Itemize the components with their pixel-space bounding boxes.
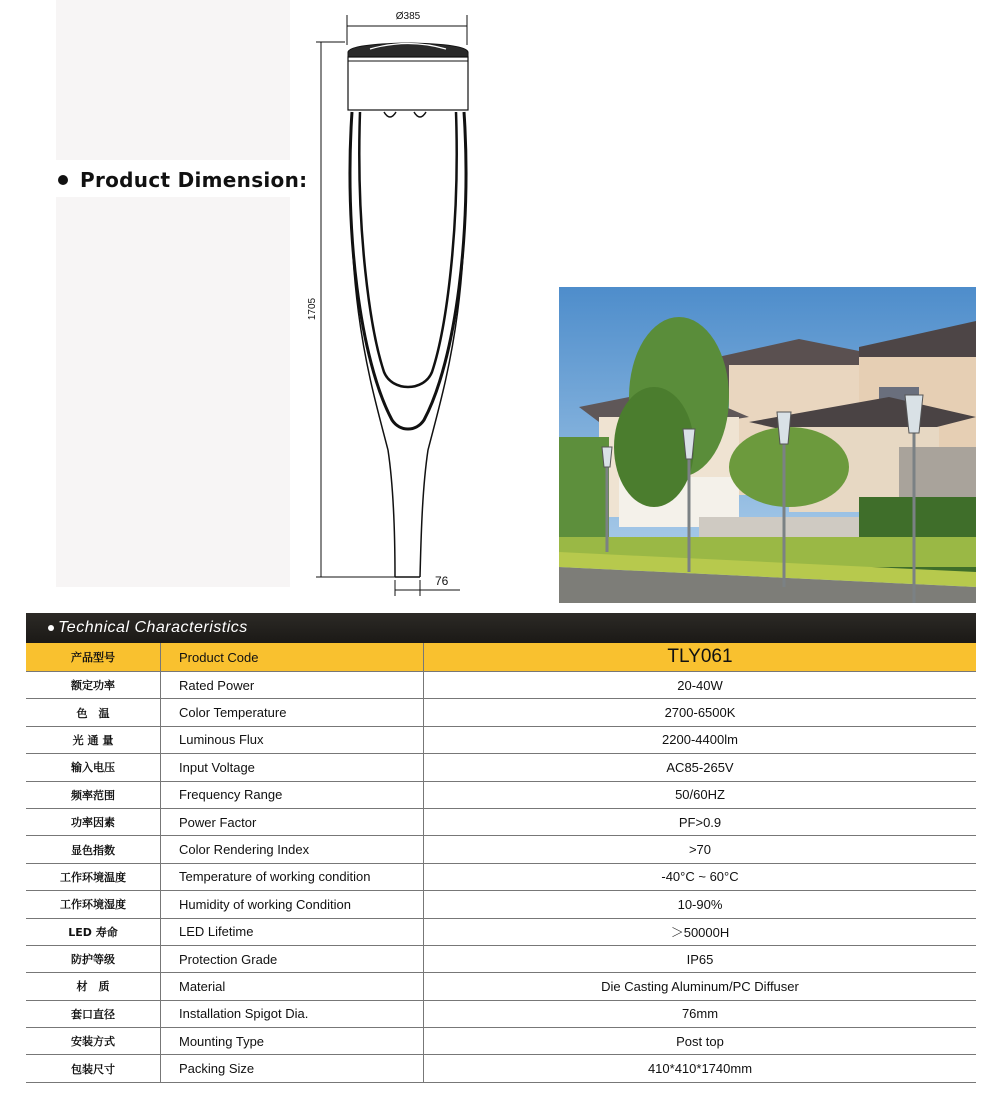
row-value: 2700-6500K bbox=[424, 699, 977, 726]
table-row bbox=[26, 836, 976, 863]
table-row bbox=[26, 781, 976, 808]
row-cn-label: 输入电压 bbox=[26, 754, 161, 781]
height-label: 1705 bbox=[307, 297, 318, 321]
row-value: 76mm bbox=[424, 1000, 977, 1027]
diameter-label: Ø385 bbox=[395, 11, 421, 22]
row-value: 2200-4400lm bbox=[424, 726, 977, 753]
row-value: -40°C ~ 60°C bbox=[424, 863, 977, 890]
row-cn-label: 功率因素 bbox=[26, 808, 161, 835]
heading-text: Product Dimension: bbox=[80, 168, 308, 192]
row-en-label: LED Lifetime bbox=[161, 918, 424, 945]
table-row bbox=[26, 672, 976, 699]
row-en-label: Packing Size bbox=[161, 1055, 424, 1082]
row-value: IP65 bbox=[424, 945, 977, 972]
row-en-label: Protection Grade bbox=[161, 945, 424, 972]
row-cn-label: 色 温 bbox=[26, 699, 161, 726]
row-cn-label: 安装方式 bbox=[26, 1028, 161, 1055]
table-row bbox=[26, 726, 976, 753]
street-scene-illustration bbox=[559, 287, 976, 603]
table-row bbox=[26, 863, 976, 890]
row-value: TLY061 bbox=[424, 643, 977, 672]
table-row bbox=[26, 1000, 976, 1027]
row-en-label: Material bbox=[161, 973, 424, 1000]
table-row bbox=[26, 643, 976, 672]
row-en-label: Product Code bbox=[161, 643, 424, 672]
lamp-outline bbox=[348, 43, 468, 577]
row-cn-label: 工作环境温度 bbox=[26, 863, 161, 890]
table-row bbox=[26, 918, 976, 945]
row-en-label: Humidity of working Condition bbox=[161, 891, 424, 918]
row-cn-label: 防护等级 bbox=[26, 945, 161, 972]
table-row bbox=[26, 945, 976, 972]
row-en-label: Installation Spigot Dia. bbox=[161, 1000, 424, 1027]
row-cn-label: 额定功率 bbox=[26, 672, 161, 699]
product-dimension-heading bbox=[52, 163, 312, 197]
row-en-label: Rated Power bbox=[161, 672, 424, 699]
table-row bbox=[26, 699, 976, 726]
row-en-label: Input Voltage bbox=[161, 754, 424, 781]
row-value: 50/60HZ bbox=[424, 781, 977, 808]
row-en-label: Mounting Type bbox=[161, 1028, 424, 1055]
table-row bbox=[26, 891, 976, 918]
table-row bbox=[26, 973, 976, 1000]
installation-photo bbox=[559, 287, 976, 603]
bullet-icon bbox=[48, 625, 54, 631]
row-value: AC85-265V bbox=[424, 754, 977, 781]
row-cn-label: 套口直径 bbox=[26, 1000, 161, 1027]
row-en-label: Frequency Range bbox=[161, 781, 424, 808]
table-row bbox=[26, 1055, 976, 1082]
row-en-label: Temperature of working condition bbox=[161, 863, 424, 890]
row-cn-label: 产品型号 bbox=[26, 643, 161, 672]
table-row bbox=[26, 754, 976, 781]
row-en-label: Power Factor bbox=[161, 808, 424, 835]
row-cn-label: 光 通 量 bbox=[26, 726, 161, 753]
row-cn-label: LED 寿命 bbox=[26, 918, 161, 945]
row-cn-label: 包装尺寸 bbox=[26, 1055, 161, 1082]
row-value: PF>0.9 bbox=[424, 808, 977, 835]
lamp-dimension-drawing bbox=[300, 0, 480, 600]
technical-characteristics-header bbox=[26, 613, 976, 643]
table-row bbox=[26, 1028, 976, 1055]
row-cn-label: 工作环境湿度 bbox=[26, 891, 161, 918]
row-cn-label: 显色指数 bbox=[26, 836, 161, 863]
row-value: 10-90% bbox=[424, 891, 977, 918]
row-en-label: Color Temperature bbox=[161, 699, 424, 726]
table-row bbox=[26, 808, 976, 835]
row-en-label: Color Rendering Index bbox=[161, 836, 424, 863]
row-cn-label: 材 质 bbox=[26, 973, 161, 1000]
technical-characteristics-title: Technical Characteristics bbox=[58, 619, 248, 636]
spigot-label: 76 bbox=[435, 574, 449, 588]
row-value: 410*410*1740mm bbox=[424, 1055, 977, 1082]
spec-table bbox=[26, 643, 976, 1083]
row-value: Post top bbox=[424, 1028, 977, 1055]
row-en-label: Luminous Flux bbox=[161, 726, 424, 753]
row-value: 20-40W bbox=[424, 672, 977, 699]
row-value: >70 bbox=[424, 836, 977, 863]
bullet-icon bbox=[58, 175, 68, 185]
left-background-panel-lower bbox=[56, 197, 290, 587]
left-background-panel bbox=[56, 0, 290, 160]
row-value: ＞50000H bbox=[424, 918, 977, 945]
row-value: Die Casting Aluminum/PC Diffuser bbox=[424, 973, 977, 1000]
row-cn-label: 频率范围 bbox=[26, 781, 161, 808]
